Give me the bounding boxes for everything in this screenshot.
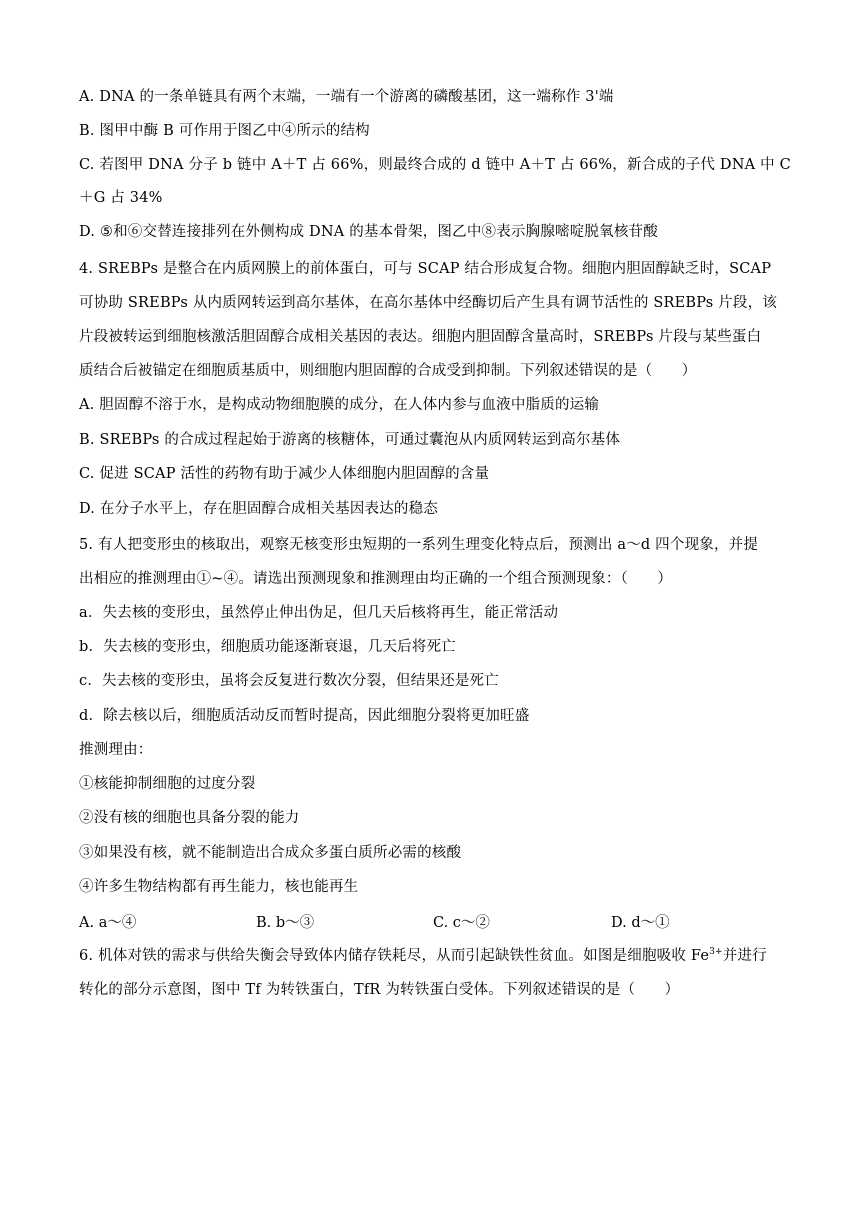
q4-option-d: D. 在分子水平上，存在胆固醇合成相关基因表达的稳态 [79,501,439,517]
q4-stem-line3: 片段被转运到细胞核激活胆固醇合成相关基因的表达。细胞内胆固醇含量高时，SREBPs 片段与某些蛋白 [79,329,762,345]
q3-option-a: A. DNA 的一条单链具有两个末端，一端有一个游离的磷酸基团，这一端称作 3'端 [79,89,614,105]
q5-choice-d: D. d～① [611,915,670,931]
q4-option-a: A. 胆固醇不溶于水，是构成动物细胞膜的成分，在人体内参与血液中脂质的运输 [79,397,600,413]
q6-stem-line1 [79,946,767,966]
q4-stem-line4: 质结合后被锚定在细胞质基质中，则细胞内胆固醇的合成受到抑制。下列叙述错误的是（ ） [79,363,697,379]
q6-superscript: 3+ [709,947,723,958]
q6-stem-line1-main: 6. 机体对铁的需求与供给失衡会导致体内储存铁耗尽，从而引起缺铁性贫血。如图是细胞吸收 Fe [79,948,710,964]
q5-stem-line1: 5. 有人把变形虫的核取出，观察无核变形虫短期的一系列生理变化特点后，预测出 a～d 四个现象，并提 [79,537,759,553]
q5-reason-4: ④许多生物结构都有再生能力，核也能再生 [79,879,359,895]
q5-phenomenon-b: b．失去核的变形虫，细胞质功能逐渐衰退，几天后将死亡 [79,639,456,655]
q5-reason-3: ③如果没有核，就不能制造出合成众多蛋白质所必需的核酸 [79,845,462,861]
q3-option-b: B. 图甲中酶 B 可作用于图乙中④所示的结构 [79,123,370,139]
q5-reason-1: ①核能抑制细胞的过度分裂 [79,776,256,792]
q6-stem-line2: 转化的部分示意图，图中 Tf 为转铁蛋白，TfR 为转铁蛋白受体。下列叙述错误的是（ ） [79,982,680,998]
q5-reason-2: ②没有核的细胞也具备分裂的能力 [79,810,300,826]
q4-stem-line1: 4. SREBPs 是整合在内质网膜上的前体蛋白，可与 SCAP 结合形成复合物。细胞内胆固醇缺乏时，SCAP [79,261,772,277]
q5-choice-b: B. b～③ [256,915,315,931]
q6-stem-line1-end: 并进行 [722,948,767,964]
q4-option-c: C. 促进 SCAP 活性的药物有助于减少人体细胞内胆固醇的含量 [79,466,490,482]
q5-choice-c: C. c～② [433,915,490,931]
q5-choice-a: A. a～④ [79,915,137,931]
q5-reason-title: 推测理由： [79,742,153,758]
q3-option-c-line2: ＋G 占 34% [79,190,163,206]
q5-phenomenon-c: c．失去核的变形虫，虽将会反复进行数次分裂，但结果还是死亡 [79,673,499,689]
q3-option-c-line1: C. 若图甲 DNA 分子 b 链中 A＋T 占 66%，则最终合成的 d 链中 A＋T 占 66%，新合成的子代 DNA 中 C [79,157,791,173]
q5-phenomenon-a: a．失去核的变形虫，虽然停止伸出伪足，但几天后核将再生，能正常活动 [79,605,559,621]
q5-phenomenon-d: d．除去核以后，细胞质活动反而暂时提高，因此细胞分裂将更加旺盛 [79,708,530,724]
q3-option-d: D. ⑤和⑥交替连接排列在外侧构成 DNA 的基本骨架，图乙中⑧表示胸腺嘧啶脱氧核苷酸 [79,224,658,240]
q4-option-b: B. SREBPs 的合成过程起始于游离的核糖体，可通过囊泡从内质网转运到高尔基体 [79,432,621,448]
q4-stem-line2: 可协助 SREBPs 从内质网转运到高尔基体，在高尔基体中经酶切后产生具有调节活性的 SREBPs 片段，该 [79,295,778,311]
q5-stem-line2: 出相应的推测理由①~④。请选出预测现象和推测理由均正确的一个组合预测现象：（ ） [79,571,673,587]
